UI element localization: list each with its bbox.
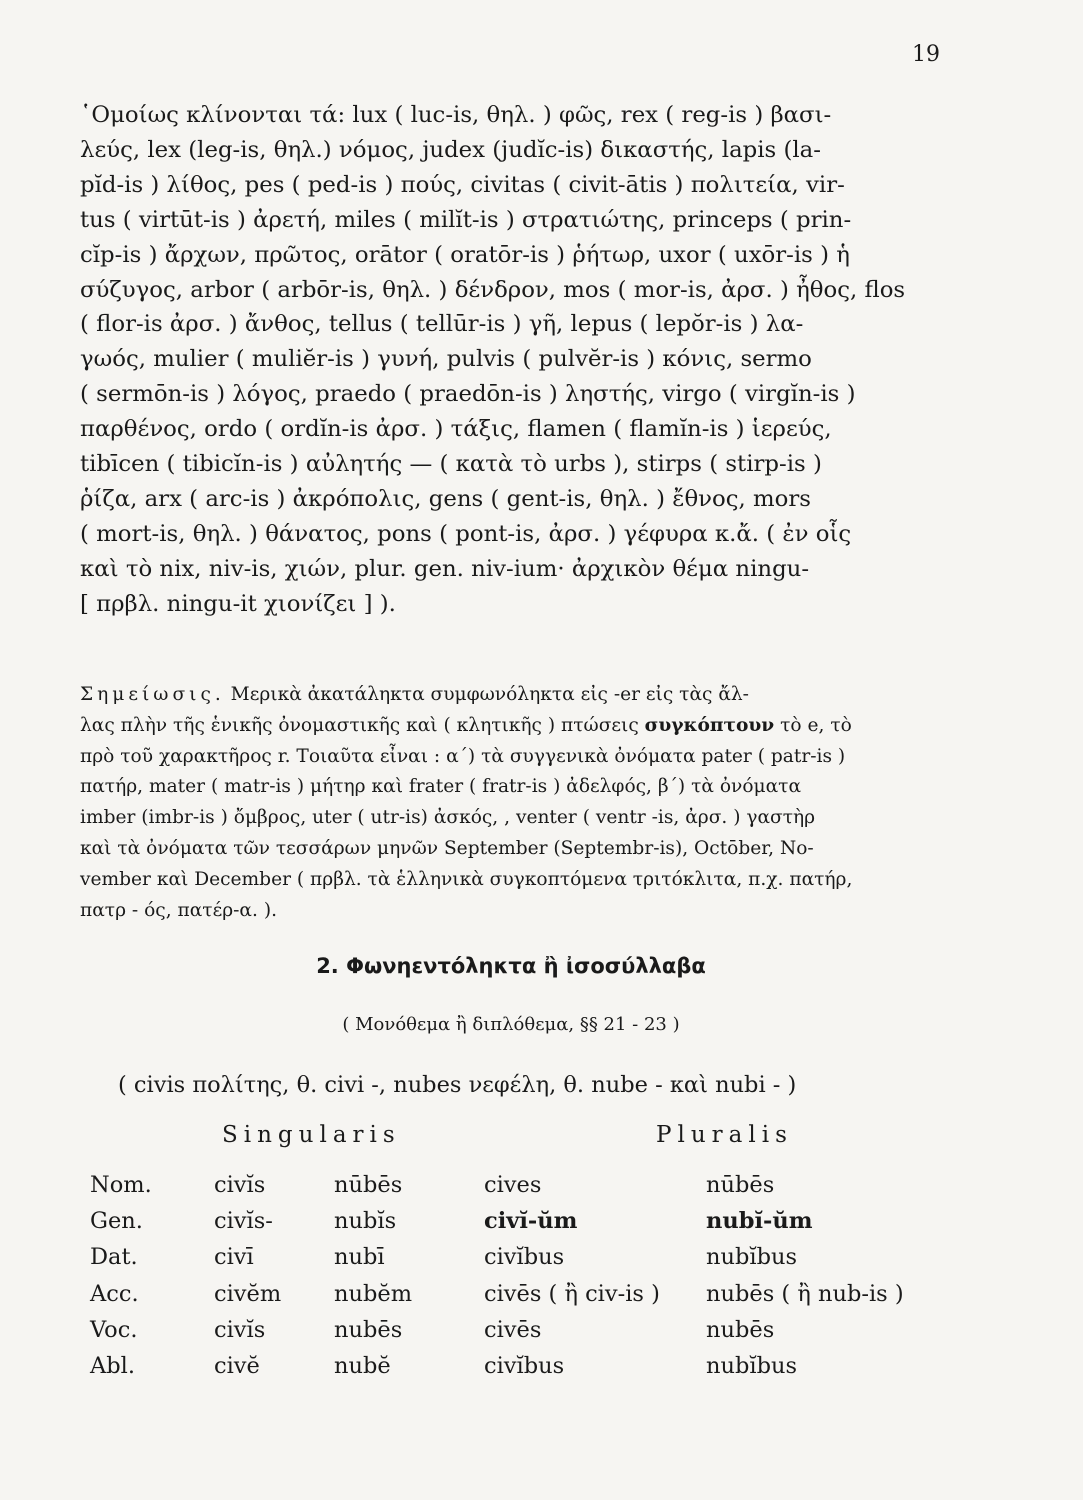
note-emphasis: συγκόπτουν [644,714,775,736]
main-line: pĭd-is ) λίθος, pes ( ped-is ) πούς, civitas ( civit-ātis ) πολιτεία, vir- [80,171,845,198]
case-label: Gen. [90,1208,143,1234]
main-line: λεύς, lex (leg-is, θηλ.) νόμος, judex (judĭc-is) δικαστής, lapis (la- [80,136,821,163]
example-line: ( civis πολίτης, θ. civi -, nubes νεφέλη, θ. nube - καὶ nubi - ) [118,1072,797,1098]
case-label: Abl. [90,1353,135,1379]
table-cell: nubĭs [334,1208,397,1234]
table-cell: nubēs [706,1317,775,1343]
main-line: γωός, mulier ( muliĕr-is ) γυνή, pulvis ( pulvĕr-is ) κόνις, sermo [80,346,812,373]
case-label: Dat. [90,1244,138,1270]
table-cell: civĕ [214,1353,260,1379]
section-title: 2. Φωνηεντόληκτα ἢ ἰσοσύλλαβα [316,954,706,978]
note-line [80,680,942,711]
main-line: ῥίζα, arx ( arc-is ) ἀκρόπολις, gens ( gent-is, θηλ. ) ἔθνος, mors [80,485,811,512]
table-cell: cives [484,1172,542,1198]
plural-header: Pluralis [656,1122,793,1148]
main-line: ( mort-is, θηλ. ) θάνατος, pons ( pont-is, ἀρσ. ) γέφυρα κ.ἄ. ( ἐν οἷς [80,520,852,547]
main-line: tibīcen ( tibicĭn-is ) αὐλητής — ( κατὰ τὸ urbs ), stirps ( stirp-is ) [80,451,822,478]
table-cell: civĭs [214,1317,266,1343]
note-text: τὸ e, τὸ [774,714,852,736]
note-paragraph [80,680,942,926]
main-paragraph [80,98,942,622]
case-label: Acc. [90,1281,139,1307]
table-cell: nubĭbus [706,1244,798,1270]
note-label: Σημείωσις. [80,684,225,705]
note-text: λας πλὴν τῆς ἑνικῆς ὀνομαστικῆς καὶ ( κλητικῆς ) πτώσεις [80,714,645,736]
table-cell: nubēs ( ἢ nub-is ) [706,1281,904,1307]
table-cell: nūbēs [334,1172,403,1198]
table-cell: civēs ( ἢ civ-is ) [484,1281,660,1307]
table-cell: nubĭ-ŭm [706,1208,813,1234]
table-cell: nūbēs [706,1172,775,1198]
table-cell: civĕm [214,1281,282,1307]
main-line: καὶ τὸ nix, niv-is, χιών, plur. gen. niv-ium· ἀρχικὸν θέμα ningu- [80,555,810,582]
note-line [80,711,942,742]
table-cell: civĭbus [484,1353,565,1379]
table-cell: nubĭbus [706,1353,798,1379]
note-line: πατήρ, mater ( matr-is ) μήτηρ καὶ frater ( fratr-is ) ἀδελφός, β΄) τὰ ὀνόματα [80,776,802,798]
note-line: πατρ - ός, πατέρ-α. ). [80,899,277,921]
main-line: σύζυγος, arbor ( arbōr-is, θηλ. ) δένδρον, mos ( mor-is, ἀρσ. ) ἦθος, flos [80,276,906,303]
case-label: Nom. [90,1172,152,1198]
table-cell: nubĕ [334,1353,391,1379]
main-line: tus ( virtūt-is ) ἀρετή, miles ( milĭt-is ) στρατιώτης, princeps ( prin- [80,206,852,233]
table-cell: civĭs- [214,1208,273,1234]
main-line: παρθένος, ordo ( ordĭn-is ἀρσ. ) τάξις, flamen ( flamĭn-is ) ἱερεύς, [80,416,832,443]
case-label: Voc. [90,1317,138,1343]
table-cell: nubēs [334,1317,403,1343]
note-line: καὶ τὰ ὀνόματα τῶν τεσσάρων μηνῶν September (Septembr-is), Octōber, No- [80,837,814,859]
note-text: Μερικὰ ἀκατάληκτα συμφωνόληκτα εἰς -er εἰς τὰς ἄλ- [224,684,749,705]
main-line: [ πρβλ. ningu-it χιονίζει ] ). [80,590,396,617]
main-line: ( sermōn-is ) λόγος, praedo ( praedōn-is ) ληστής, virgo ( virgĭn-is ) [80,381,856,408]
main-line: ( flor-is ἀρσ. ) ἄνθος, tellus ( tellūr-is ) γῆ, lepus ( lepŏr-is ) λα- [80,311,804,338]
table-cell: civēs [484,1317,542,1343]
note-line: πρὸ τοῦ χαρακτῆρος r. Τοιαῦτα εἶναι : α΄) τὰ συγγενικὰ ὀνόματα pater ( patr-is ) [80,745,846,767]
table-cell: civĭ-ŭm [484,1208,578,1234]
singular-header: Singularis [222,1122,401,1148]
main-line: cĭp-is ) ἄρχων, πρῶτος, orātor ( oratōr-is ) ῥήτωρ, uxor ( uxōr-is ) ἡ [80,241,850,268]
table-cell: civĭbus [484,1244,565,1270]
note-line: imber (imbr-is ) ὄμβρος, uter ( utr-is) ἀσκός, , venter ( ventr -is, ἀρσ. ) γαστὴρ [80,807,816,829]
table-cell: nubĕm [334,1281,413,1307]
table-cell: nubī [334,1244,385,1270]
main-line: ῾Ομοίως κλίνονται τά: lux ( luc-is, θηλ. ) φῶς, rex ( reg-is ) βασι- [80,102,832,128]
table-cell: civĭs [214,1172,266,1198]
note-line: vember καὶ December ( πρβλ. τὰ ἑλληνικὰ συγκοπτόμενα τριτόκλιτα, π.χ. πατήρ, [80,868,853,890]
section-subtitle: ( Μονόθεμα ἢ διπλόθεμα, §§ 21 - 23 ) [342,1014,680,1035]
table-cell: civī [214,1244,254,1270]
page-number: 19 [912,42,940,67]
